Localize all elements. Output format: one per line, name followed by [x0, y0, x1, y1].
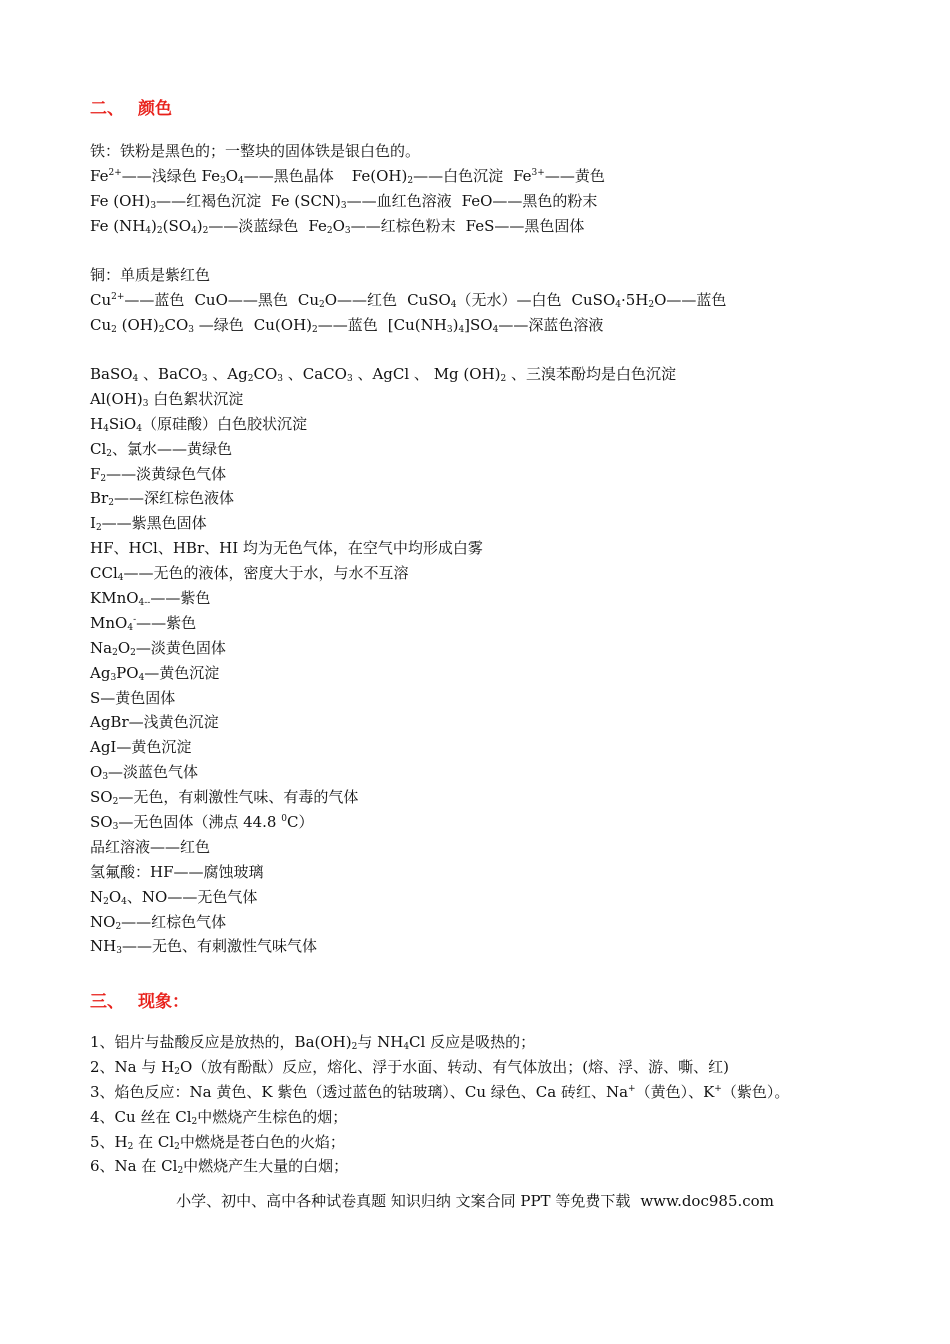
list-item: 4、Cu 丝在 $Cl_2$中燃烧产生棕色的烟；: [90, 1107, 348, 1127]
list-item: 2、Na 与 $H_2O$（放有酚酞）反应，熔化、浮于水面、转动、有气体放出；(熔、浮、游、嘶、红): [90, 1057, 729, 1077]
text-line: $NO_2——$红棕色气体: [90, 912, 227, 932]
section-title: 颜色: [138, 99, 172, 119]
text-line: Fe $(NH_4)_2(SO_4)_2——$淡蓝绿色 $Fe_2O_3——$红棕色粉末 FeS——黑色固体: [90, 216, 585, 236]
text-line: $Fe^{2+}——$浅绿色 $Fe_3O_4——$黑色晶体 $Fe(OH)_2——$白色沉淀 $Fe^{3+}——$黄色: [90, 166, 605, 186]
text-line: 品红溶液——红色: [90, 837, 211, 856]
text-line: AgBr—浅黄色沉淀: [90, 713, 219, 732]
text-line: 铁：铁粉是黑色的；一整块的固体铁是银白色的。: [90, 142, 421, 160]
section-number: 三、: [90, 992, 124, 1012]
text-line: $Cu_2$ $(OH)_2CO_3$ —绿色 $Cu(OH)_2——$蓝色 $[Cu(NH_3)_4]SO_4——$深蓝色溶液: [90, 315, 604, 335]
text-line: $Na_2O_2—$淡黄色固体: [90, 638, 226, 658]
text-line: MnO$_4$-——紫色: [90, 613, 197, 633]
page-footer: [0, 1190, 950, 1211]
text-line: BaSO$_4$ 、BaCO$_3$ 、$Ag_2CO_3$ 、CaCO$_3$ 、AgCl 、 Mg $(OH)_2$ 、三溴苯酚均是白色沉淀: [90, 365, 677, 384]
footer-text: 小学、初中、高中各种试卷真题 知识归纳 文案合同 PPT 等免费下载: [176, 1192, 631, 1210]
list-item: 5、$H_2$ 在 $Cl_2$中燃烧是苍白色的火焰；: [90, 1132, 345, 1152]
text-line: S—黄色固体: [90, 688, 176, 707]
text-line: 铜：单质是紫红色: [90, 266, 211, 284]
section-heading-phenomena: [90, 987, 189, 1012]
text-line: $F_2——$淡黄绿色气体: [90, 464, 227, 484]
section-heading-colors: [90, 94, 172, 119]
text-line: $N_2O_4$、NO——无色气体: [90, 887, 258, 907]
text-line: KMnO$_{4--}$——紫色: [90, 589, 211, 609]
text-line: $Cl_2$、氯水——黄绿色: [90, 439, 233, 459]
list-item: 1、铝片与盐酸反应是放热的，$Ba(OH)_2$与 $NH_4Cl$ 反应是吸热的；: [90, 1033, 536, 1052]
text-line: AgI—黄色沉淀: [90, 738, 192, 757]
text-line: $SO_2—$无色，有刺激性气味、有毒的气体: [90, 788, 359, 808]
copper-paragraph: [90, 263, 726, 338]
text-line: CCl$_4$——无色的液体，密度大于水，与水不互溶: [90, 564, 409, 584]
phenomena-list: [90, 1030, 789, 1179]
list-item: 6、Na 在 $Cl_2$中燃烧产生大量的白烟；: [90, 1157, 349, 1177]
text-line: $Al(OH)_3$ 白色絮状沉淀: [90, 389, 244, 409]
section-title: 现象：: [138, 992, 189, 1012]
text-line: $NH_3——$无色、有刺激性气味气体: [90, 937, 317, 957]
misc-compounds-list: [90, 362, 676, 959]
text-line: $Ag_3PO_4—$黄色沉淀: [90, 663, 220, 683]
text-line: 氢氟酸：HF——腐蚀玻璃: [90, 862, 264, 881]
footer-url[interactable]: www.doc985.com: [640, 1192, 774, 1210]
text-line: $Br_2——$深红棕色液体: [90, 489, 234, 509]
text-line: $H_4SiO_4$（原硅酸）白色胶状沉淀: [90, 414, 307, 434]
text-line: $O_3—$淡蓝色气体: [90, 763, 199, 783]
list-item: 3、焰色反应：Na 黄色、K 紫色（透过蓝色的钴玻璃）、Cu 绿色、Ca 砖红、Na+（黄色）、K+（紫色）。: [90, 1082, 790, 1101]
text-line: $I_2——$紫黑色固体: [90, 514, 207, 534]
text-line: Fe $(OH)_3——$红褐色沉淀 Fe $(SCN)_3——$血红色溶液 FeO——黑色的粉末: [90, 191, 598, 211]
iron-paragraph: [90, 139, 605, 239]
text-line: $Cu^{2+}——$蓝色 CuO——黑色 $Cu_2O——$红色 CuSO$_4$（无水）—白色 $CuSO_4\cdot 5H_2O——$蓝色: [90, 290, 727, 310]
section-number: 二、: [90, 99, 124, 119]
text-line: $SO_3—$无色固体（沸点 44.8 $^0$C）: [90, 813, 314, 833]
text-line: HF、HCl、HBr、HI 均为无色气体，在空气中均形成白雾: [90, 539, 483, 558]
